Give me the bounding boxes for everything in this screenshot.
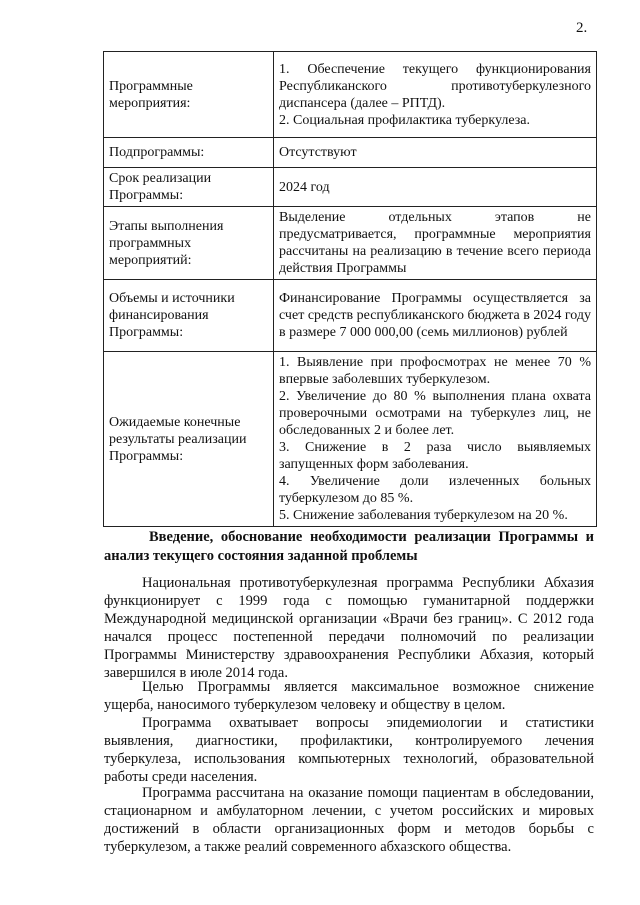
intro-paragraph: Целью Программы является максимальное возможное снижение ущерба, наносимого туберкулезом человеку и обществу в целом.: [104, 679, 594, 713]
result-item: 3. Снижение в 2 раза число выявляемых запущенных форм заболевания.: [279, 440, 591, 472]
program-passport-table: [103, 51, 597, 527]
row-value: Отсутствуют: [274, 138, 597, 168]
activity-item: 1. Обеспечение текущего функционирования Республиканского противотуберкулезного диспансера (далее – РПТД).: [279, 61, 591, 111]
row-value: Выделение отдельных этапов не предусматривается, программные мероприятия рассчитаны на реализацию в течение всего периода действия Программы: [274, 207, 597, 280]
intro-paragraph: Программа рассчитана на оказание помощи пациентам в обследовании, стационарном и амбулаторном лечении, с учетом российских и мировых достижений в области организационных форм и методов борьбы с туберкулезом, а также реалий современного абхазского общества.: [104, 785, 594, 855]
table-row-subprograms: [104, 138, 597, 168]
row-value: 2024 год: [274, 168, 597, 207]
row-label: Объемы и источники финансирования Программы:: [104, 280, 274, 352]
row-label: Этапы выполнения программных мероприятий:: [104, 207, 274, 280]
row-label: Ожидаемые конечные результаты реализации Программы:: [104, 352, 274, 527]
row-label: Программные мероприятия:: [104, 52, 274, 138]
row-value: Финансирование Программы осуществляется за счет средств республиканского бюджета в 2024 году в размере 7 000 000,00 (семь миллионов) рублей: [274, 280, 597, 352]
page-number: 2.: [576, 20, 588, 36]
table-row-activities: [104, 52, 597, 138]
table-row-funding: [104, 280, 597, 352]
intro-paragraph: Программа охватывает вопросы эпидемиологии и статистики выявления, диагностики, профилактики, контролируемого лечения туберкулеза, использования компьютерных технологий, образовательной работы среди населения.: [104, 715, 594, 785]
activity-item: 2. Социальная профилактика туберкулеза.: [279, 112, 530, 128]
result-item: 1. Выявление при профосмотрах не менее 70 % впервые заболевших туберкулезом.: [279, 355, 591, 387]
row-value: [274, 352, 597, 527]
table-row-stages: [104, 207, 597, 280]
result-item: 5. Снижение заболевания туберкулезом на 20 %.: [279, 508, 568, 523]
intro-paragraph: Национальная противотуберкулезная программа Республики Абхазия функционирует с 1999 года с помощью гуманитарной поддержки Международной медицинской организации «Врачи без границ». С 2012 года начался процесс постепенной передачи полномочий по реализации Программы Министерству здравоохранения Республики Абхазия, который завершился в июле 2014 года.: [104, 575, 594, 681]
table-row-expected-results: [104, 352, 597, 527]
row-label: Подпрограммы:: [104, 138, 274, 168]
result-item: 2. Увеличение до 80 % выполнения плана охвата проверочными осмотрами на туберкулез лиц, не обследованных 2 и более лет.: [279, 389, 591, 438]
result-item: 4. Увеличение доли излеченных больных туберкулезом до 85 %.: [279, 474, 591, 506]
row-value: [274, 52, 597, 138]
table-row-term: [104, 168, 597, 207]
section-heading: Введение, обоснование необходимости реализации Программы и анализ текущего состояния заданной проблемы: [104, 529, 594, 564]
row-label: Срок реализации Программы:: [104, 168, 274, 207]
